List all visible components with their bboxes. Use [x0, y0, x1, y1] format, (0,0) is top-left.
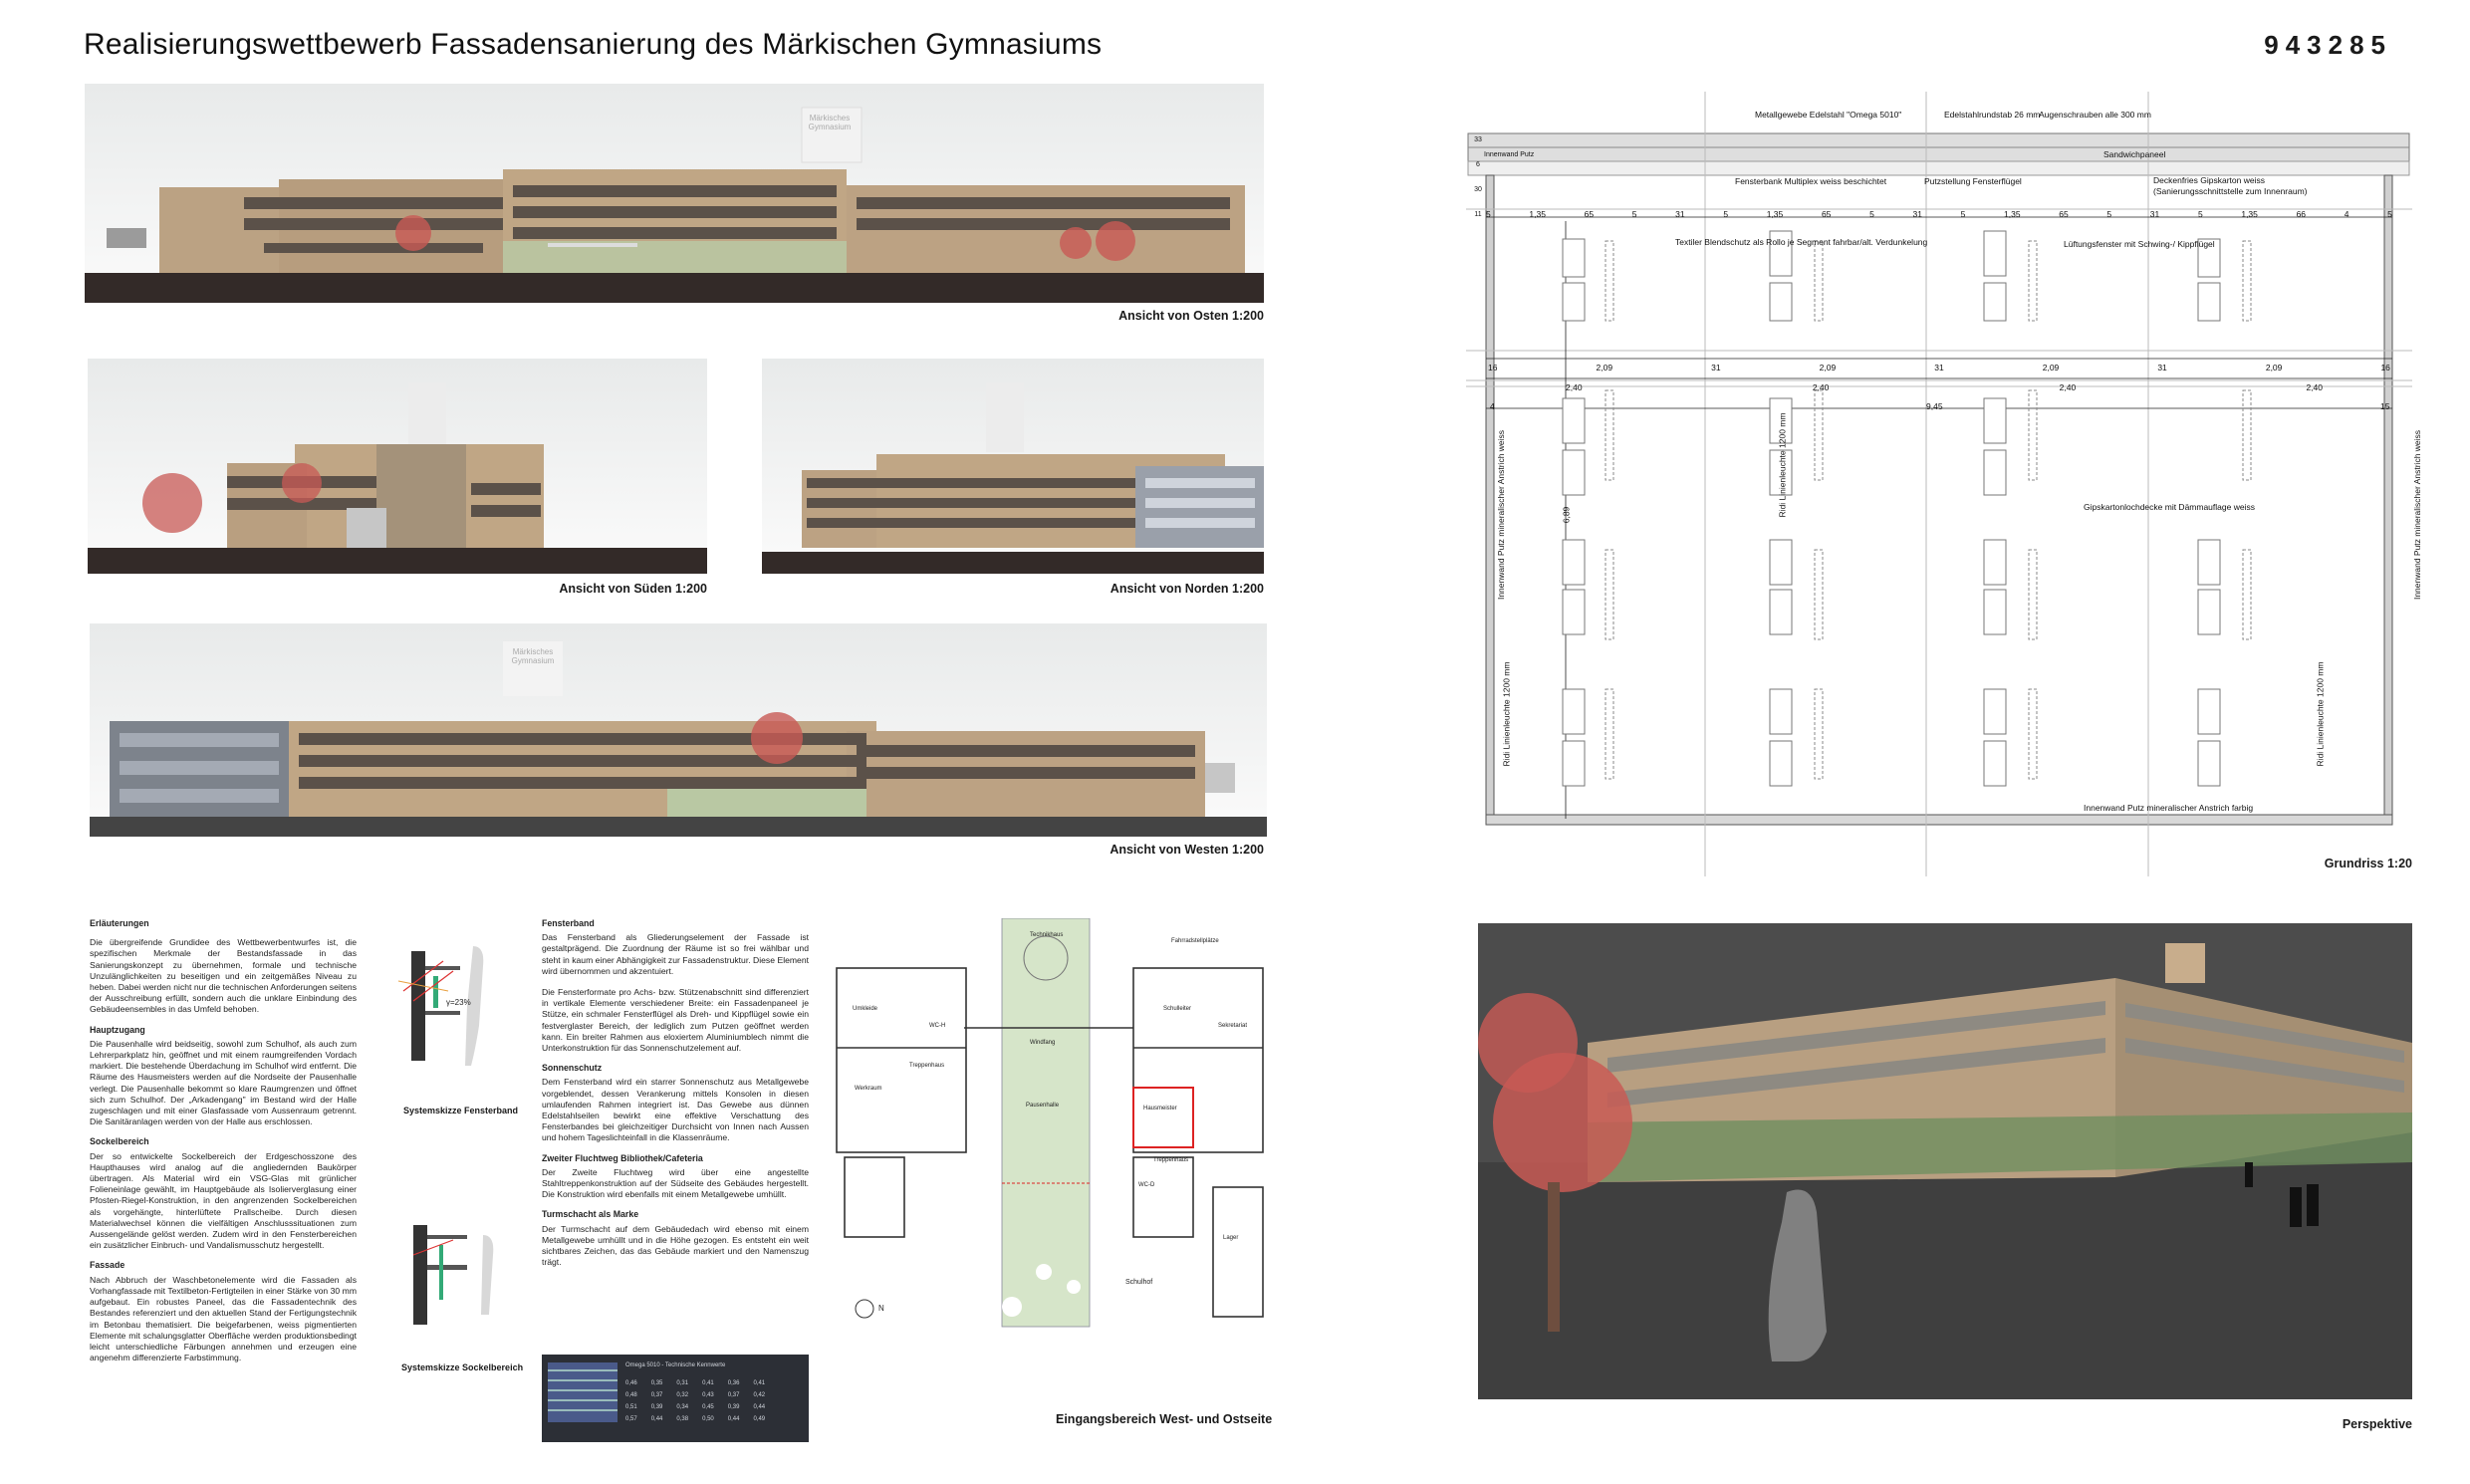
text-column-1: [90, 918, 357, 1363]
room-treppenhaus: Treppenhaus: [909, 1063, 945, 1069]
para-sockelbereich: Der so entwickelte Sockelbereich der Erdgeschosszone des Haupthauses wird analog auf die angliedernden Baukörper übertragen. Als Material wird ein VSG-Glas mit grünlicher Folieneinlage gewählt, im Hauptgebäude als Isolierverglasung einer Pfosten-Riegel-Konstruktion, in den angrenzenden Sockelbereichen als vorgehängte, hinterlüftete Prallscheibe. Durch diesen Materialwechsel können die vielfältigen Anschlusssituationen zum Aussengelände gelöst werden. Zudem wird in den Fensterbereichen ein zusätzlicher Einbruch- und Vandalismusschutz hergestellt.: [90, 1150, 357, 1251]
label-ridi-2: Ridi Linienleuchte 1200 mm: [1777, 412, 1788, 518]
room-fahrrad: Fahrradstellplätze: [1171, 938, 1219, 944]
room-windfang: Windfang: [1030, 1040, 1056, 1046]
label-ridi-3: Ridi Linienleuchte 1200 mm: [2315, 661, 2326, 767]
heading-sockelbereich: Sockelbereich: [90, 1136, 149, 1147]
technical-table: [542, 1355, 809, 1442]
dims-row-2: 16 2,09 31 2,09 31 2,09 31 2,09 16: [1488, 363, 2390, 372]
para-fensterband: Das Fensterband als Gliederungselement der Fassade ist gestaltprägend. Die Zuordnung der Räume ist so frei wählbar und steht in kaum einer Abhängigkeit zur Fassadenstruktur. Diese Element wird übernommen und akzentuiert.: [542, 932, 809, 976]
room-wc-h: WC-H: [929, 1023, 946, 1029]
label-fensterbank: Fensterbank Multiplex weiss beschichtet: [1735, 176, 1887, 186]
sketch-angle: γ=23%: [446, 998, 471, 1007]
caption-grundriss: Grundriss 1:20: [2324, 857, 2412, 870]
room-werkraum: Werkraum: [855, 1086, 882, 1092]
caption-east: Ansicht von Osten 1:200: [1118, 309, 1264, 323]
table-row-2: 0,48 0,37 0,32 0,43 0,37 0,42: [625, 1392, 766, 1398]
para-sonnenschutz: Dem Fensterband wird ein starrer Sonnenschutz aus Metallgewebe vorgeblendet, dessen Verankerung mittels Konsolen in diesen umlaufenden Rahmen integriert ist. Das Gewebe aus dünnen Edelstahlseilen bewirkt eine effektive Verschattung des Fensterbandes bei gleichzeitiger Durchsicht von Innen nach Aussen und hohem Tageslichteinfall in die Klassenräume.: [542, 1077, 809, 1143]
dims-row-1: 5 1,35 65 5 31 5 1,35 65 5 31 5 1,35 65 5 31 5 1,35 66 4 5: [1486, 209, 2392, 219]
caption-skizze-fensterband: Systemskizze Fensterband: [403, 1106, 519, 1115]
elevation-north-drawing: [762, 359, 1264, 574]
caption-skizze-sockel: Systemskizze Sockelbereich: [401, 1362, 524, 1372]
table-row-1: 0,46 0,35 0,31 0,41 0,36 0,41: [625, 1380, 766, 1386]
label-rundstab: Edelstahlrundstab 26 mm: [1944, 110, 2041, 120]
label-ridi-1: Ridi Linienleuchte 1200 mm: [1501, 661, 1512, 767]
label-putzstellung: Putzstellung Fensterflügel: [1924, 176, 2022, 186]
para-fassade: Nach Abbruch der Waschbetonelemente wird die Fassaden als Vorhangfassade mit Textilbeton-Fertigteilen in einer Stärke von 30 mm aufgebaut. Ein robustes Paneel, das die Fassadentechnik des Bestandes referenziert und den aktuellen Stand der Fertigungstechnik im Betonbau thematisiert. Die beigefarbenen, weiss pigmentierten Elemente mit schalungsglatter Oberfläche werden produktionsbedingt leicht unterschiedliche Färbungen annehmen und erzeugen eine angenehm differenzierte Farbstimmung.: [90, 1274, 357, 1363]
heading-erlaeuterungen: Erläuterungen: [90, 918, 149, 928]
page-title: Realisierungswettbewerb Fassadensanierung des Märkischen Gymnasiums: [84, 28, 1103, 61]
label-lueftung: Lüftungsfenster mit Schwing-/ Kippflügel: [2064, 239, 2215, 249]
para-fensterformate: Die Fensterformate pro Achs- bzw. Stützenabschnitt sind differenziert in vertikale Elemente verschiedener Breite: ein Fassadenpaneel je Stütze, ein schmaler Fensterflügel als Dreh- und Kippflügel sowie ein festverglaster Bereich, der lediglich zum Putzen geöffnet werden kann. Ein breiter Rahmen aus eloxiertem Aluminiumblech nimmt die Unterkonstruktion für das Sonnenschutzelement auf.: [542, 987, 809, 1054]
elevation-west-drawing: [90, 623, 1267, 837]
table-row-3: 0,51 0,39 0,34 0,45 0,39 0,44: [625, 1404, 766, 1410]
heading-fluchtweg: Zweiter Fluchtweg Bibliothek/Cafeteria: [542, 1152, 703, 1163]
heading-fensterband: Fensterband: [542, 918, 595, 928]
caption-south: Ansicht von Süden 1:200: [559, 582, 707, 596]
label-blendschutz: Textiler Blendschutz als Rollo je Segment fahrbar/alt. Verdunkelung: [1675, 237, 1928, 247]
room-lager: Lager: [1223, 1235, 1239, 1241]
label-deckenfries-2: (Sanierungsschnittstelle zum Innenraum): [2153, 186, 2308, 196]
room-umkleide: Umkleide: [853, 1006, 878, 1012]
elevation-east-drawing: [85, 84, 1264, 303]
elevation-east: [85, 84, 1264, 303]
caption-west: Ansicht von Westen 1:200: [1110, 843, 1264, 857]
room-schulhof: Schulhof: [1125, 1279, 1153, 1286]
room-wc-d: WC-D: [1138, 1182, 1155, 1188]
perspective-render: [1478, 923, 2412, 1399]
west-sign: Märkisches Gymnasium: [511, 647, 555, 665]
elevation-north: [762, 359, 1264, 574]
text-column-2: [542, 918, 809, 1268]
label-gipskarton: Gipskartonlochdecke mit Dämmauflage weiss: [2084, 502, 2255, 512]
heading-sonnenschutz: Sonnenschutz: [542, 1063, 603, 1074]
heading-hauptzugang: Hauptzugang: [90, 1024, 145, 1035]
room-sekretariat: Sekretariat: [1218, 1023, 1248, 1029]
room-hausmeister: Hausmeister: [1143, 1106, 1177, 1112]
room-pausenhalle: Pausenhalle: [1026, 1103, 1060, 1109]
caption-eingang: Eingangsbereich West- und Ostseite: [1056, 1412, 1273, 1426]
label-sandwich: Sandwichpaneel: [2103, 149, 2166, 159]
dim-height: 6,89: [1561, 506, 1572, 524]
para-hauptzugang: Die Pausenhalle wird beidseitig, sowohl zum Schulhof, als auch zum Lehrerparkplatz hin, geöffnet und mit einem raumgreifenden Vordach markiert. Die bestehende Überdachung im Schulhof wird entfernt. Die Räume des Hausmeisters werden auf die Nordseite der Pausenhalle verlegt. Die Pausenhalle bekommt so klare Raumgrenzen und öffnet sich zum Schulhof. Der „Arkadengang" im Bestand wird der Halle zugeschlagen und mit einer Glasfassade vom Aussenraum getrennt. Die Sanitäranlagen werden von der Halle aus erschlossen.: [90, 1038, 357, 1127]
floorplan-entrance: [835, 918, 1265, 1337]
dim-side-right: 15: [2380, 401, 2390, 411]
elevation-south-drawing: [88, 359, 707, 574]
room-schulleiter: Schulleiter: [1163, 1006, 1192, 1012]
elevation-south: [88, 359, 707, 574]
heading-fassade: Fassade: [90, 1260, 125, 1271]
north-arrow: N: [878, 1304, 884, 1313]
grundriss-drawing: [1466, 92, 2423, 876]
heading-turmschacht: Turmschacht als Marke: [542, 1209, 639, 1220]
para-intro: Die übergreifende Grundidee des Wettbewerbentwurfes ist, die spezifischen Merkmale der Bestandsfassade in das Sanierungskonzept zu übernehmen, formale und technische Unzulänglichkeiten zu beseitigen und ein zeitgemäßes Niveau zu heben. Dabei werden nicht nur die technischen Anforderungen seitens der Ausschreibung erfüllt, sondern auch die unklare Einbindung des Gebäudeensembles in das Umfeld behoben.: [90, 937, 357, 1015]
dim-total: 9,45: [1926, 401, 1943, 411]
label-deckenfries: Deckenfries Gipskarton weiss: [2153, 175, 2265, 185]
caption-north: Ansicht von Norden 1:200: [1110, 582, 1264, 596]
caption-perspektive: Perspektive: [2342, 1417, 2412, 1431]
label-metallgewebe: Metallgewebe Edelstahl "Omega 5010": [1755, 110, 1902, 120]
label-innenwand-bottom: Innenwand Putz mineralischer Anstrich farbig: [2084, 803, 2254, 813]
room-treppenhaus-2: Treppenhaus: [1153, 1157, 1189, 1163]
label-innenwand-right: Innenwand Putz mineralischer Anstrich weiss: [2412, 429, 2423, 601]
dims-vertical: 33 6 30 11: [1474, 136, 1482, 218]
dim-side-left: 4: [1490, 401, 1495, 411]
elevation-west: [90, 623, 1267, 837]
competition-code: 943285: [2264, 30, 2392, 60]
para-turmschacht: Der Turmschacht auf dem Gebäudedach wird ebenso mit einem Metallgewebe umhüllt und in die Höhe gezogen. Es entsteht ein weit sichtbares Zeichen, das das Gebäude markiert und den Namenszug trägt.: [542, 1223, 809, 1268]
label-augenschrauben: Augenschrauben alle 300 mm: [2039, 110, 2151, 120]
table-header: Omega 5010 - Technische Kennwerte: [625, 1362, 726, 1368]
sketch-sockelbereich: [373, 1195, 518, 1345]
label-innenwand-left: Innenwand Putz mineralischer Anstrich weiss: [1496, 429, 1507, 601]
para-fluchtweg: Der Zweite Fluchtweg wird über eine angestellte Stahltreppenkonstruktion auf der Südseite des Gebäudes hergestellt. Die Konstruktion wird ebenfalls mit einem Metallgewebe umhüllt.: [542, 1166, 809, 1200]
east-sign: Märkisches Gymnasium: [808, 114, 852, 131]
dims-row-3: 2,40 2,40 2,40 2,40: [1566, 382, 2323, 392]
label-innenwand-putz: Innenwand Putz: [1484, 151, 1535, 158]
room-technikhaus: Technikhaus: [1030, 932, 1064, 938]
table-row-4: 0,57 0,44 0,38 0,50 0,44 0,49: [625, 1416, 766, 1422]
